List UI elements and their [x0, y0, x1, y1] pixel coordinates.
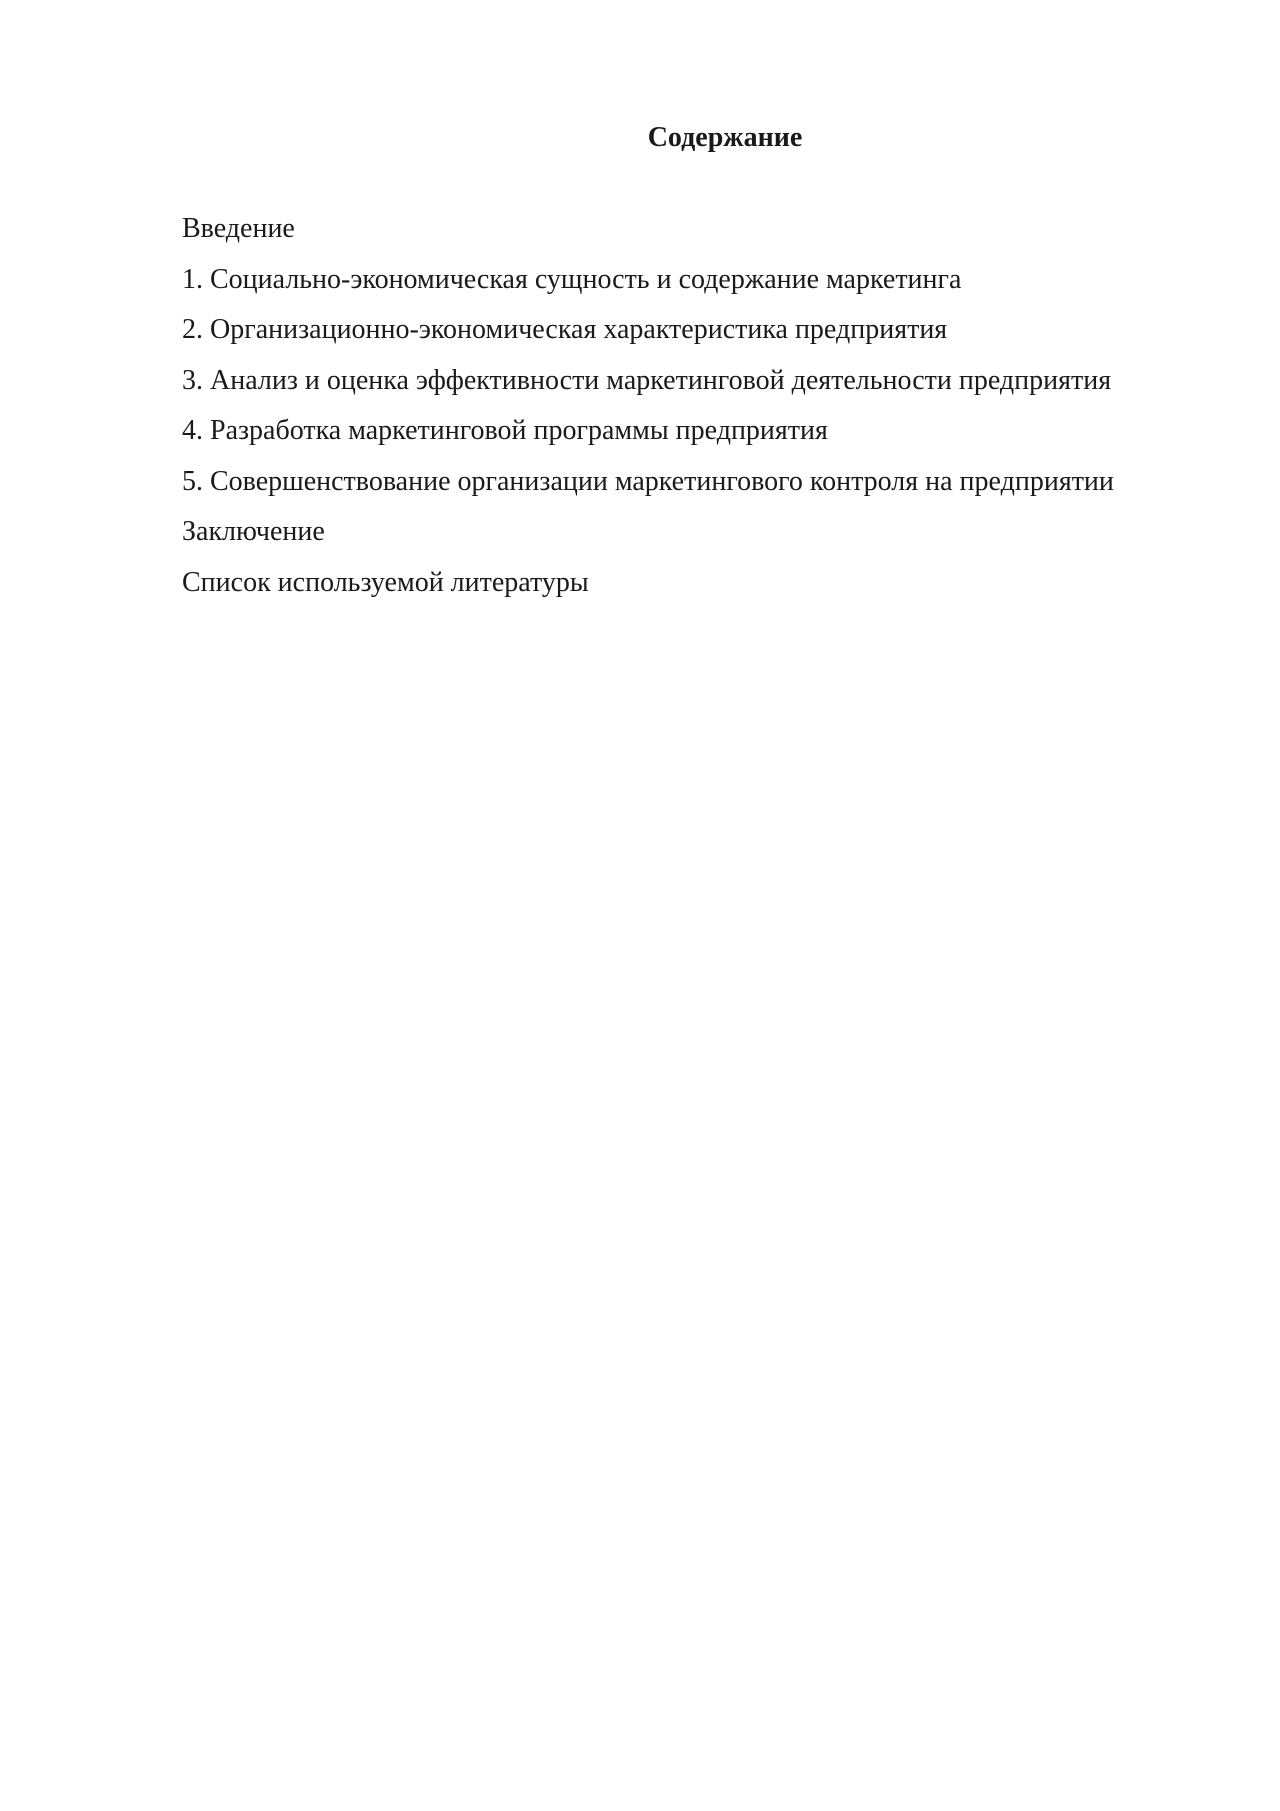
toc-entry-chapter-4: 4. Разработка маркетинговой программы предприятия [182, 415, 828, 446]
page-title: Содержание [647, 122, 803, 153]
toc-entry-chapter-3: 3. Анализ и оценка эффективности маркетинговой деятельности предприятия [182, 364, 1112, 396]
toc-entry-conclusion: Заключение [182, 516, 325, 547]
table-of-contents [182, 212, 1262, 616]
toc-entry-introduction: Введение [182, 213, 295, 244]
toc-entry-bibliography: Список используемой литературы [182, 566, 589, 598]
toc-entry-chapter-2: 2. Организационно-экономическая характеристика предприятия [182, 314, 948, 345]
toc-entry-chapter-5: 5. Совершенствование организации маркетингового контроля на предприятии [182, 465, 1114, 497]
toc-entry-chapter-1: 1. Социально-экономическая сущность и содержание маркетинга [182, 263, 962, 295]
